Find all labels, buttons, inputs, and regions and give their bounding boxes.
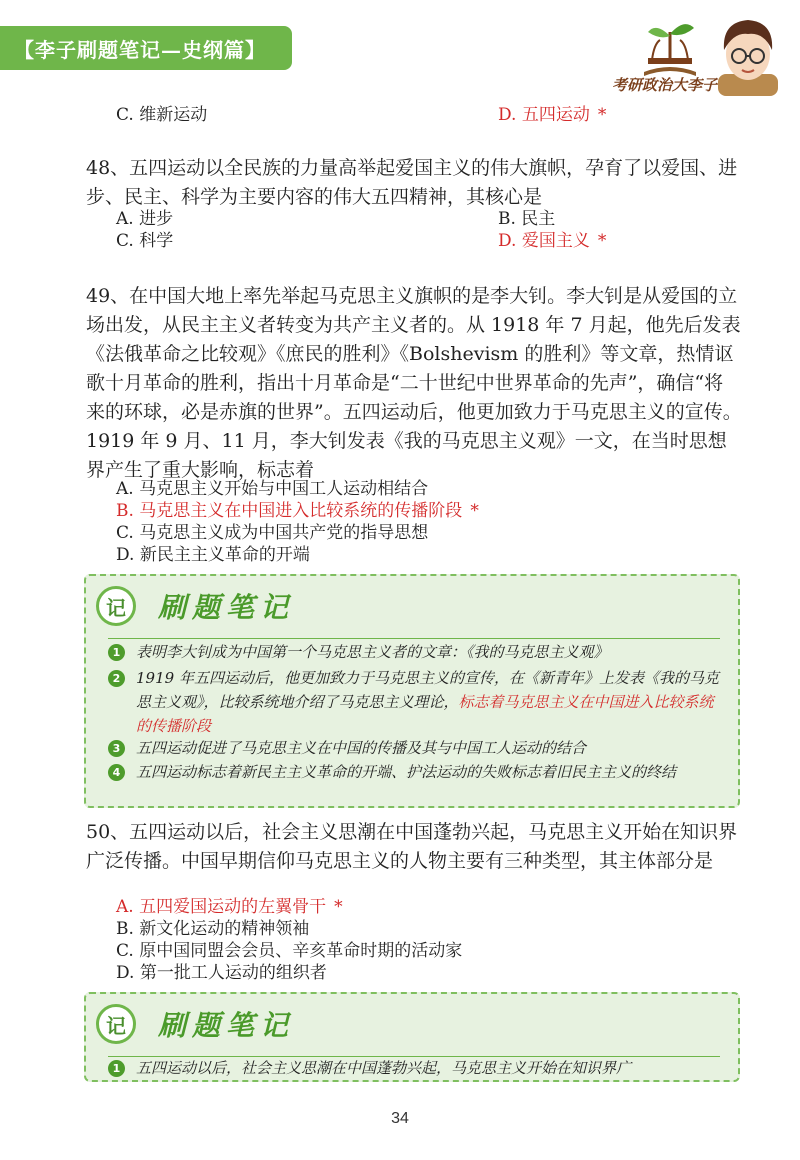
- page-number: 34: [391, 1110, 409, 1127]
- logo-text: 考研政治大李子: [612, 76, 718, 94]
- notes-box: [84, 574, 740, 808]
- q47-option-d-answer: D. 五四运动 *: [498, 105, 607, 125]
- notes-header: [96, 582, 294, 630]
- answer-star-icon: *: [597, 231, 607, 251]
- notes-header: [96, 1000, 294, 1048]
- q48-option-d-answer: D. 爱国主义 *: [498, 231, 607, 251]
- note-item: 1 表明李大钊成为中国第一个马克思主义者的文章：《我的马克思主义观》: [108, 640, 720, 664]
- q50-option-b: B. 新文化运动的精神领袖: [116, 919, 310, 939]
- q50-stem: 50、五四运动以后，社会主义思潮在中国蓬勃兴起，马克思主义开始在知识界广泛传播。中国早期信仰马克思主义的人物主要有三种类型，其主体部分是: [86, 821, 738, 872]
- q48-option-a: A. 进步: [116, 209, 174, 229]
- q49-option-b-answer: B. 马克思主义在中国进入比较系统的传播阶段 *: [116, 501, 479, 521]
- notes-title: 刷题笔记: [158, 591, 295, 624]
- q50-option-a-answer: A. 五四爱国运动的左翼骨干 *: [116, 897, 343, 917]
- note-highlight: 标志着马克思主义在中国进入比较系统的传播阶段: [136, 693, 714, 735]
- answer-star-icon: *: [470, 501, 479, 521]
- notes-box: [84, 992, 740, 1082]
- q48-option-c: C. 科学: [116, 231, 174, 251]
- q47-option-c: C. 维新运动: [116, 105, 208, 125]
- number-badge-icon: 3: [108, 740, 125, 757]
- note-item: 4 五四运动标志着新民主主义革命的开端、护法运动的失败标志着旧民主主义的终结: [108, 760, 720, 784]
- notes-magnifier-icon: 记: [96, 1004, 136, 1044]
- q49-option-c: C. 马克思主义成为中国共产党的指导思想: [116, 523, 429, 543]
- number-badge-icon: 1: [108, 1060, 125, 1077]
- notes-magnifier-icon: 记: [96, 586, 136, 626]
- note-item: 1 五四运动以后，社会主义思潮在中国蓬勃兴起，马克思主义开始在知识界广: [108, 1056, 720, 1080]
- number-badge-icon: 1: [108, 644, 125, 661]
- avatar-icon: [712, 14, 784, 96]
- notes-divider: [108, 638, 720, 639]
- answer-star-icon: *: [597, 105, 607, 125]
- q49-option-d: D. 新民主主义革命的开端: [116, 545, 310, 565]
- q49-stem: 49、在中国大地上率先举起马克思主义旗帜的是李大钊。李大钊是从爱国的立场出发，从民主主义者转变为共产主义者的。从 1918 年 7 月起，他先后发表《法俄革命之比较观》《庶民的胜利》《Bolshevism 的胜利》等文章，热情讴歌十月革命的胜利，指出十月革命是“二十世纪中世界革命的先声”，确信“将来的环球，必是赤旗的世界”。五四运动后，他更加致力于马克思主义的宣传。1919 年 9 月、11 月，李大钊发表《我的马克思主义观》一文，在当时思想界产生了重大影响，标志着: [86, 285, 742, 481]
- q48-option-b: B. 民主: [498, 209, 556, 229]
- header-banner: 【李子刷题笔记—史纲篇】: [0, 26, 292, 70]
- note-item: 2 1919 年五四运动后，他更加致力于马克思主义的宣传，在《新青年》上发表《我的马克思主义观》，比较系统地介绍了马克思主义理论，标志着马克思主义在中国进入比较系统的传播阶段: [108, 666, 720, 738]
- answer-star-icon: *: [334, 897, 343, 917]
- notes-title: 刷题笔记: [158, 1009, 295, 1042]
- q50-option-d: D. 第一批工人运动的组织者: [116, 963, 327, 983]
- q48-stem: 48、五四运动以全民族的力量高举起爱国主义的伟大旗帜，孕育了以爱国、进步、民主、科学为主要内容的伟大五四精神，其核心是: [86, 157, 738, 208]
- note-item: 3 五四运动促进了马克思主义在中国的传播及其与中国工人运动的结合: [108, 736, 720, 760]
- q49-option-a: A. 马克思主义开始与中国工人运动相结合: [116, 479, 429, 499]
- number-badge-icon: 4: [108, 764, 125, 781]
- q50-option-c: C. 原中国同盟会会员、辛亥革命时期的活动家: [116, 941, 463, 961]
- number-badge-icon: 2: [108, 670, 125, 687]
